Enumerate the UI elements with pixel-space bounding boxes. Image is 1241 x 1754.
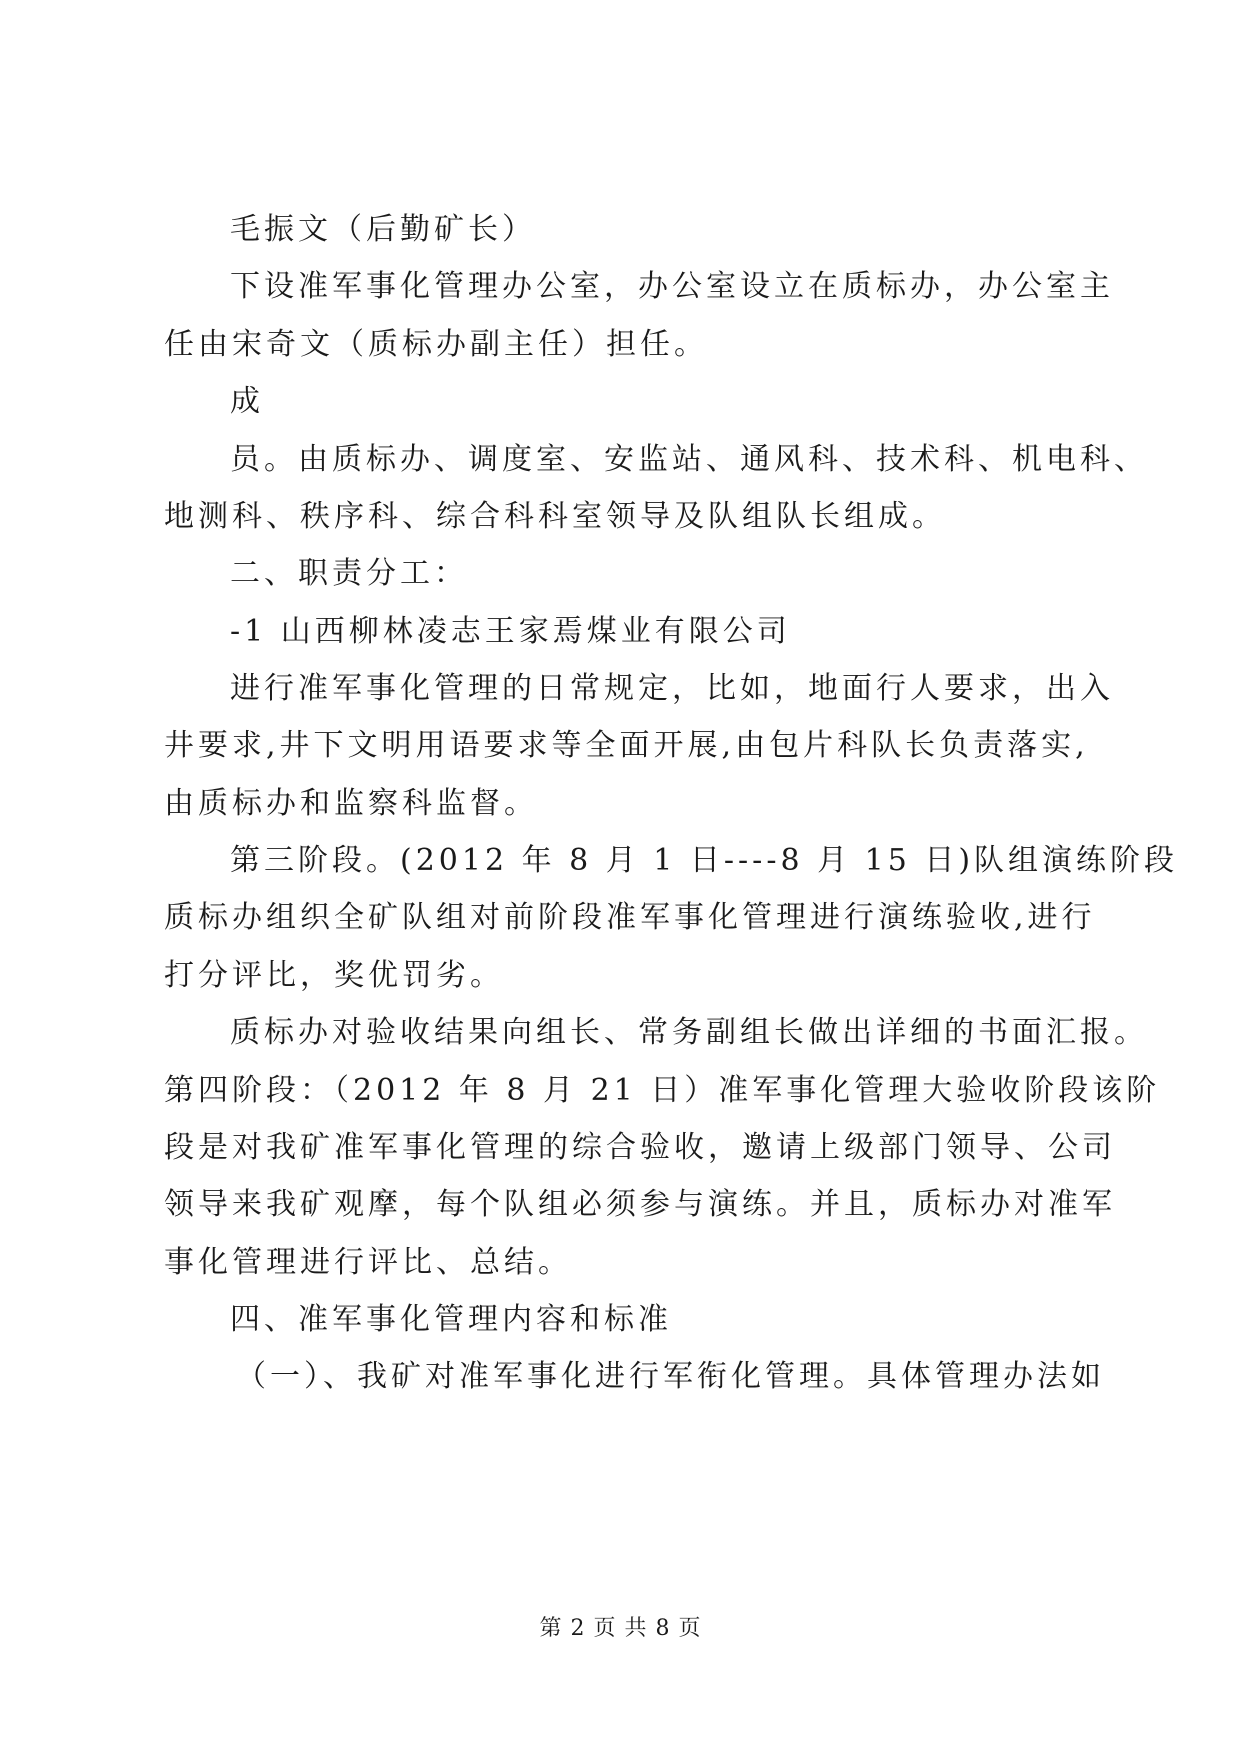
text-line: 质标办组织全矿队组对前阶段准军事化管理进行演练验收,进行	[164, 900, 1096, 935]
text-line: 下设准军事化管理办公室，办公室设立在质标办，办公室主	[230, 269, 1114, 304]
text-line: -1 山西柳林凌志王家焉煤业有限公司	[230, 614, 791, 649]
page-footer: 第 2 页 共 8 页	[539, 1616, 702, 1641]
text-line: 员。由质标办、调度室、安监站、通风科、技术科、机电科、	[230, 442, 1148, 477]
text-line: （一）、我矿对准军事化进行军衔化管理。具体管理办法如	[236, 1359, 1105, 1394]
text-line: 第三阶段。(2012 年 8 月 1 日----8 月 15 日)队组演练阶段	[230, 843, 1179, 878]
text-line: 地测科、秩序科、综合科科室领导及队组队长组成。	[164, 499, 946, 534]
text-line: 段是对我矿准军事化管理的综合验收，邀请上级部门领导、公司	[164, 1130, 1116, 1165]
text-line: 领导来我矿观摩，每个队组必须参与演练。并且，质标办对准军	[164, 1187, 1116, 1222]
text-line: 打分评比，奖优罚劣。	[164, 958, 504, 993]
text-line: 质标办对验收结果向组长、常务副组长做出详细的书面汇报。	[230, 1015, 1148, 1050]
text-line: 由质标办和监察科监督。	[164, 786, 538, 821]
text-line: 进行准军事化管理的日常规定，比如，地面行人要求，出入	[230, 671, 1114, 706]
text-line: 事化管理进行评比、总结。	[164, 1245, 572, 1280]
text-line: 任由宋奇文（质标办副主任）担任。	[164, 327, 708, 362]
text-line: 井要求,井下文明用语要求等全面开展,由包片科队长负责落实,	[164, 728, 1089, 763]
text-line: 二、职责分工：	[230, 556, 468, 591]
section-heading: 四、准军事化管理内容和标准	[230, 1302, 672, 1337]
text-line: 第四阶段：（2012 年 8 月 21 日）准军事化管理大验收阶段该阶	[164, 1073, 1161, 1108]
text-line: 成	[230, 384, 264, 419]
text-line: 毛振文（后勤矿长）	[230, 212, 536, 247]
